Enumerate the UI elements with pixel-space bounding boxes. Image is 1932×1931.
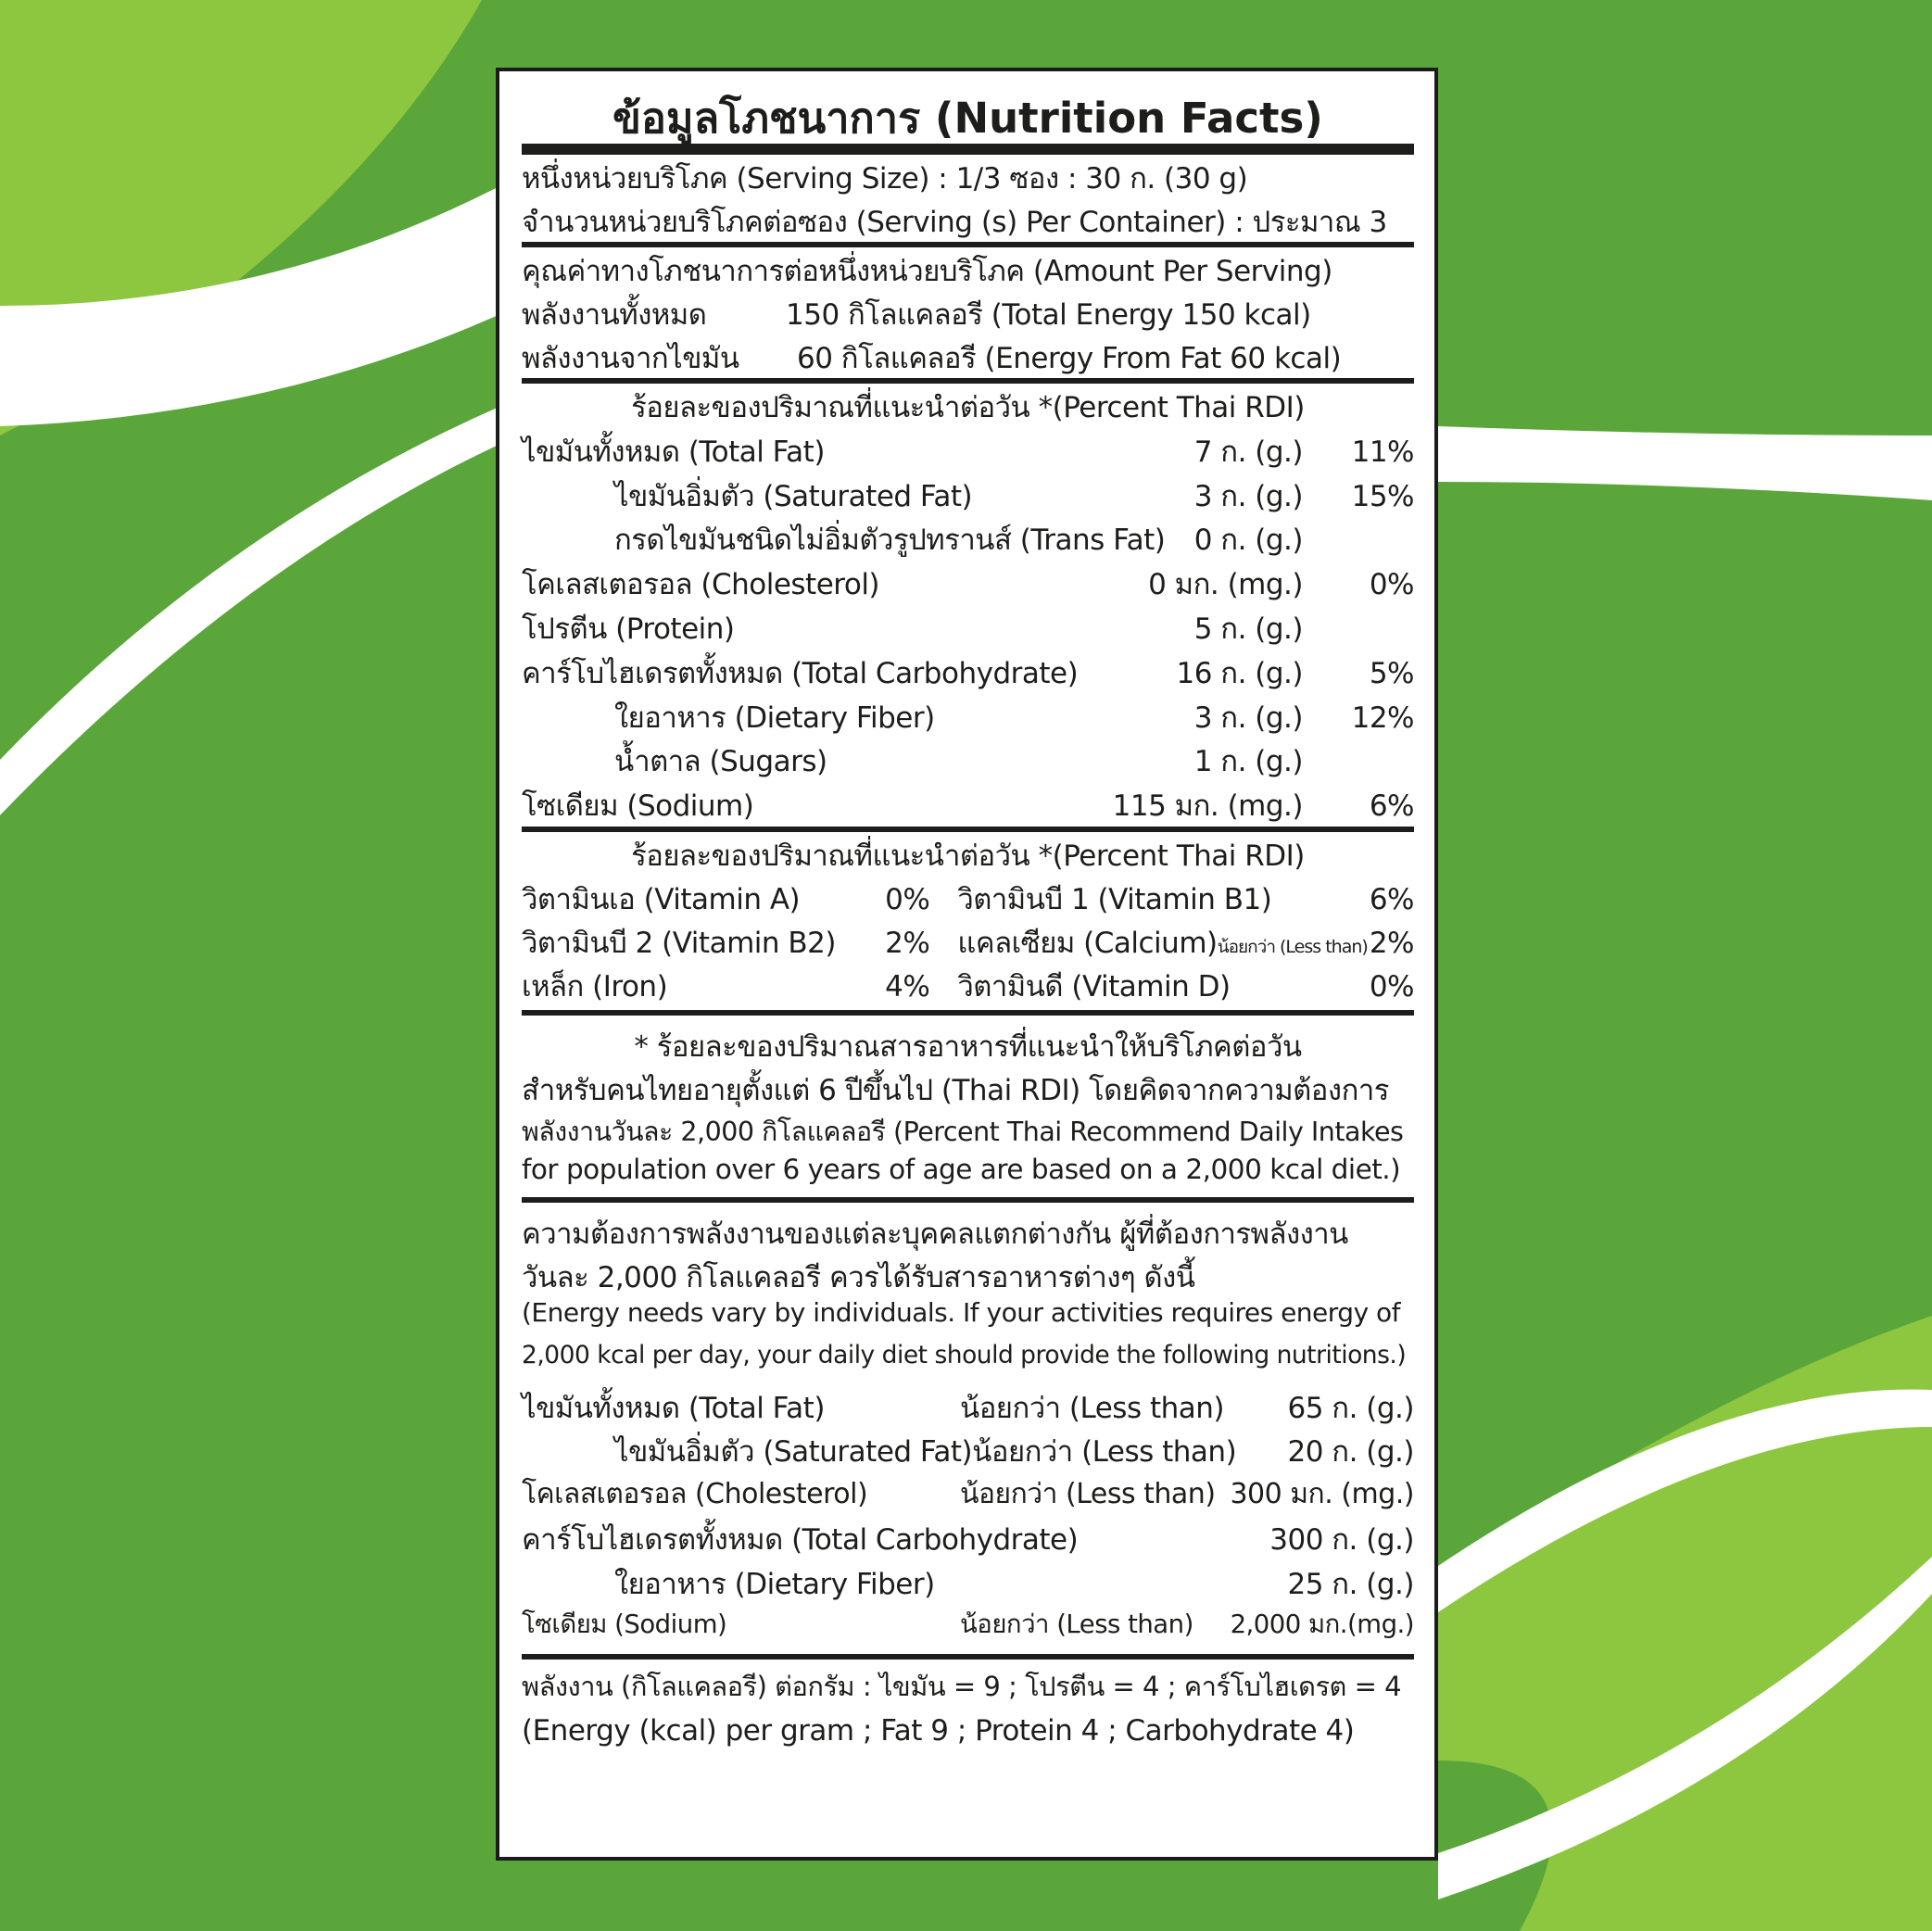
energy-per-gram-line: (Energy (kcal) per gram ; Fat 9 ; Protein 4 ; Carbohydrate 4) xyxy=(522,1713,1355,1748)
vitamin-row: วิตามินดี (Vitamin D) 0% xyxy=(957,969,1414,1003)
nutrient-row: ไขมันทั้งหมด (Total Fat) 7 ก. (g.) 11% xyxy=(522,435,1414,469)
energy-needs xyxy=(522,1203,1414,1384)
daily-value-row: โซเดียม (Sodium) น้อยกว่า (Less than) 2,000 มก.(mg.) xyxy=(522,1609,1414,1640)
energy-needs-line: วันละ 2,000 กิโลแคลอรี ควรได้รับสารอาหารต่างๆ ดังนี้ xyxy=(522,1260,1195,1294)
nutrients-section xyxy=(522,384,1414,827)
vitamin-row: วิตามินเอ (Vitamin A) 0% xyxy=(522,882,930,916)
rdi-note-line: สำหรับคนไทยอายุตั้งแต่ 6 ปีขึ้นไป (Thai RDI) โดยคิดจากความต้องการ xyxy=(522,1073,1389,1107)
nutrient-row: ไขมันอิ่มตัว (Saturated Fat) 3 ก. (g.) 15% xyxy=(614,479,1414,513)
fat-energy: พลังงานจากไขมัน 60 กิโลแคลอรี (Energy From Fat 60 kcal) xyxy=(522,342,1342,375)
nutrient-row: คาร์โบไฮเดรตทั้งหมด (Total Carbohydrate) 16 ก. (g.) 5% xyxy=(522,656,1414,690)
vitamin-row: แคลเซียม (Calcium) น้อยกว่า (Less than) 2% xyxy=(957,926,1414,960)
nutrient-row: โปรตีน (Protein) 5 ก. (g.) xyxy=(522,612,1303,646)
vitamins-section xyxy=(522,832,1414,1006)
energy-per-gram-line: พลังงาน (กิโลแคลอรี) ต่อกรัม : ไขมัน = 9 ; โปรตีน = 4 ; คาร์โบไฮเดรต = 4 xyxy=(522,1670,1402,1702)
vitamins-left-column xyxy=(522,876,929,1006)
rdi-note xyxy=(522,1016,1414,1197)
rdi-note-line: * ร้อยละของปริมาณสารอาหารที่แนะนำให้บริโภคต่อวัน xyxy=(634,1029,1302,1064)
nutrition-facts-label xyxy=(496,68,1438,1861)
divider xyxy=(522,144,1414,155)
serving-size: หนึ่งหน่วยบริโภค (Serving Size) : 1/3 ซอง : 30 ก. (30 g) xyxy=(522,162,1248,196)
energy-needs-line: ความต้องการพลังงานของแต่ละบุคคลแตกต่างกัน ผู้ที่ต้องการพลังงาน xyxy=(522,1217,1348,1251)
vitamins-right-column xyxy=(929,876,1414,1006)
servings-per-container: จำนวนหน่วยบริโภคต่อซอง (Serving (s) Per Container) : ประมาณ 3 xyxy=(522,206,1387,239)
daily-values xyxy=(522,1384,1414,1648)
daily-value-row: โคเลสเตอรอล (Cholesterol) น้อยกว่า (Less than) 300 มก. (mg.) xyxy=(522,1477,1414,1510)
daily-value-row: ไขมันอิ่มตัว (Saturated Fat) น้อยกว่า (Less than) 20 ก. (g.) xyxy=(614,1435,1414,1470)
energy-needs-line: (Energy needs vary by individuals. If your activities requires energy of xyxy=(522,1296,1401,1328)
rdi-note-line: for population over 6 years of age are based on a 2,000 kcal diet.) xyxy=(522,1153,1401,1185)
vitamins-grid xyxy=(522,876,1414,1006)
nutrient-row: โคเลสเตอรอล (Cholesterol) 0 มก. (mg.) 0% xyxy=(522,568,1414,602)
amount-section xyxy=(522,247,1414,378)
serving-section xyxy=(522,155,1414,242)
nutrient-row: น้ำตาล (Sugars) 1 ก. (g.) xyxy=(614,745,1303,779)
rdi-heading: ร้อยละของปริมาณที่แนะนำต่อวัน *(Percent Thai RDI) xyxy=(631,391,1305,424)
energy-per-gram xyxy=(522,1660,1414,1763)
nutrient-row: กรดไขมันชนิดไม่อิ่มตัวรูปทรานส์ (Trans Fat) 0 ก. (g.) xyxy=(614,524,1303,558)
total-energy: พลังงานทั้งหมด 150 กิโลแคลอรี (Total Energy 150 kcal) xyxy=(522,298,1311,332)
nutrient-row: โซเดียม (Sodium) 115 มก. (mg.) 6% xyxy=(522,789,1414,824)
energy-needs-line: 2,000 kcal per day, your daily diet should provide the following nutritions.) xyxy=(522,1340,1407,1369)
vitamins-heading: ร้อยละของปริมาณที่แนะนำต่อวัน *(Percent Thai RDI) xyxy=(631,839,1305,873)
amount-heading: คุณค่าทางโภชนาการต่อหนึ่งหน่วยบริโภค (Amount Per Serving) xyxy=(522,255,1332,288)
daily-value-row: ไขมันทั้งหมด (Total Fat) น้อยกว่า (Less than) 65 ก. (g.) xyxy=(522,1391,1414,1425)
label-title: ข้อมูลโภชนาการ (Nutrition Facts) xyxy=(612,94,1323,143)
vitamin-row: เหล็ก (Iron) 4% xyxy=(522,969,930,1003)
vitamin-row: วิตามินบี 1 (Vitamin B1) 6% xyxy=(957,882,1414,916)
vitamin-row: วิตามินบี 2 (Vitamin B2) 2% xyxy=(522,926,930,960)
nutrient-row: ใยอาหาร (Dietary Fiber) 3 ก. (g.) 12% xyxy=(614,700,1414,735)
daily-value-row: คาร์โบไฮเดรตทั้งหมด (Total Carbohydrate) 300 ก. (g.) xyxy=(522,1523,1414,1558)
daily-value-row: ใยอาหาร (Dietary Fiber) 25 ก. (g.) xyxy=(614,1567,1414,1601)
rdi-note-line: พลังงานวันละ 2,000 กิโลแคลอรี (Percent Thai Recommend Daily Intakes xyxy=(522,1116,1404,1147)
